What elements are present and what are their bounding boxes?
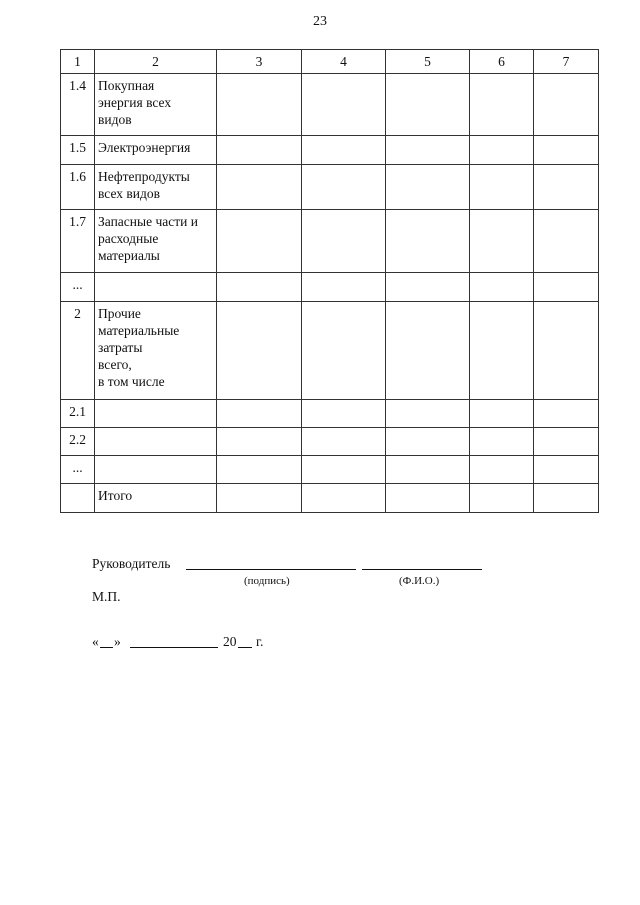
value-cell xyxy=(470,165,534,210)
signature-line xyxy=(186,569,356,570)
header-cell: 7 xyxy=(534,50,599,74)
value-cell xyxy=(217,302,302,400)
value-cell xyxy=(217,428,302,456)
name-caption: (Ф.И.О.) xyxy=(399,575,440,587)
value-cell xyxy=(534,165,599,210)
value-cell xyxy=(534,456,599,484)
value-cell xyxy=(386,456,470,484)
row-number-cell: 1.5 xyxy=(61,136,95,165)
row-name-cell: Запасные части и расходные материалы xyxy=(95,210,217,273)
value-cell xyxy=(470,484,534,513)
value-cell xyxy=(470,302,534,400)
row-number-cell xyxy=(61,484,95,513)
value-cell xyxy=(302,400,386,428)
day-blank xyxy=(100,647,113,648)
value-cell xyxy=(386,428,470,456)
header-cell: 4 xyxy=(302,50,386,74)
table-row xyxy=(61,136,599,165)
table-row xyxy=(61,210,599,273)
value-cell xyxy=(386,302,470,400)
row-name-cell: Итого xyxy=(95,484,217,513)
date-line xyxy=(92,633,352,651)
row-number-cell: 2 xyxy=(61,302,95,400)
value-cell xyxy=(217,136,302,165)
row-name-cell: Покупная энергия всех видов xyxy=(95,74,217,136)
row-number-cell: ... xyxy=(61,456,95,484)
value-cell xyxy=(470,74,534,136)
row-number-cell: 2.2 xyxy=(61,428,95,456)
page-number: 23 xyxy=(313,14,327,29)
header-cell: 5 xyxy=(386,50,470,74)
value-cell xyxy=(302,210,386,273)
table-row xyxy=(61,165,599,210)
value-cell xyxy=(386,273,470,302)
value-cell xyxy=(534,484,599,513)
value-cell xyxy=(534,273,599,302)
row-name-cell xyxy=(95,273,217,302)
value-cell xyxy=(470,210,534,273)
value-cell xyxy=(302,428,386,456)
value-cell xyxy=(217,165,302,210)
value-cell xyxy=(386,400,470,428)
table-row xyxy=(61,400,599,428)
value-cell xyxy=(470,136,534,165)
table-row xyxy=(61,74,599,136)
value-cell xyxy=(386,74,470,136)
value-cell xyxy=(302,456,386,484)
row-name-cell xyxy=(95,400,217,428)
table-row xyxy=(61,484,599,513)
value-cell xyxy=(386,484,470,513)
value-cell xyxy=(302,165,386,210)
row-name-cell: Нефтепродукты всех видов xyxy=(95,165,217,210)
value-cell xyxy=(217,210,302,273)
row-number-cell: 1.7 xyxy=(61,210,95,273)
value-cell xyxy=(470,428,534,456)
stamp-placeholder: М.П. xyxy=(92,589,121,604)
table-row xyxy=(61,273,599,302)
table-row xyxy=(61,456,599,484)
value-cell xyxy=(470,400,534,428)
value-cell xyxy=(217,74,302,136)
value-cell xyxy=(470,456,534,484)
header-cell: 6 xyxy=(470,50,534,74)
row-number-cell: 1.6 xyxy=(61,165,95,210)
row-name-cell xyxy=(95,456,217,484)
row-name-cell xyxy=(95,428,217,456)
signature-block xyxy=(92,555,512,604)
value-cell xyxy=(217,400,302,428)
value-cell xyxy=(217,456,302,484)
month-blank xyxy=(130,647,218,648)
row-name-cell: Электроэнергия xyxy=(95,136,217,165)
value-cell xyxy=(386,136,470,165)
value-cell xyxy=(534,400,599,428)
value-cell xyxy=(302,74,386,136)
value-cell xyxy=(302,484,386,513)
row-number-cell: 1.4 xyxy=(61,74,95,136)
value-cell xyxy=(217,484,302,513)
value-cell xyxy=(534,74,599,136)
value-cell xyxy=(386,210,470,273)
table-header-row xyxy=(61,50,599,74)
table-row xyxy=(61,428,599,456)
value-cell xyxy=(534,136,599,165)
value-cell xyxy=(534,210,599,273)
header-cell: 3 xyxy=(217,50,302,74)
value-cell xyxy=(302,273,386,302)
header-cell: 2 xyxy=(95,50,217,74)
year-prefix: 20 xyxy=(223,634,237,649)
signature-label: Руководитель xyxy=(92,556,171,571)
name-line xyxy=(362,569,482,570)
row-name-cell: Прочие материальные затраты всего, в том числе xyxy=(95,302,217,400)
date-open-quote: « xyxy=(92,634,99,649)
year-suffix: г. xyxy=(256,634,264,649)
row-number-cell: 2.1 xyxy=(61,400,95,428)
value-cell xyxy=(386,165,470,210)
value-cell xyxy=(302,302,386,400)
row-number-cell: ... xyxy=(61,273,95,302)
signature-caption: (подпись) xyxy=(244,575,290,587)
date-close-quote: » xyxy=(114,634,121,649)
year-blank xyxy=(238,647,252,648)
table-row xyxy=(61,302,599,400)
value-cell xyxy=(217,273,302,302)
header-cell: 1 xyxy=(61,50,95,74)
value-cell xyxy=(302,136,386,165)
cost-table xyxy=(60,49,599,513)
value-cell xyxy=(534,302,599,400)
value-cell xyxy=(534,428,599,456)
value-cell xyxy=(470,273,534,302)
